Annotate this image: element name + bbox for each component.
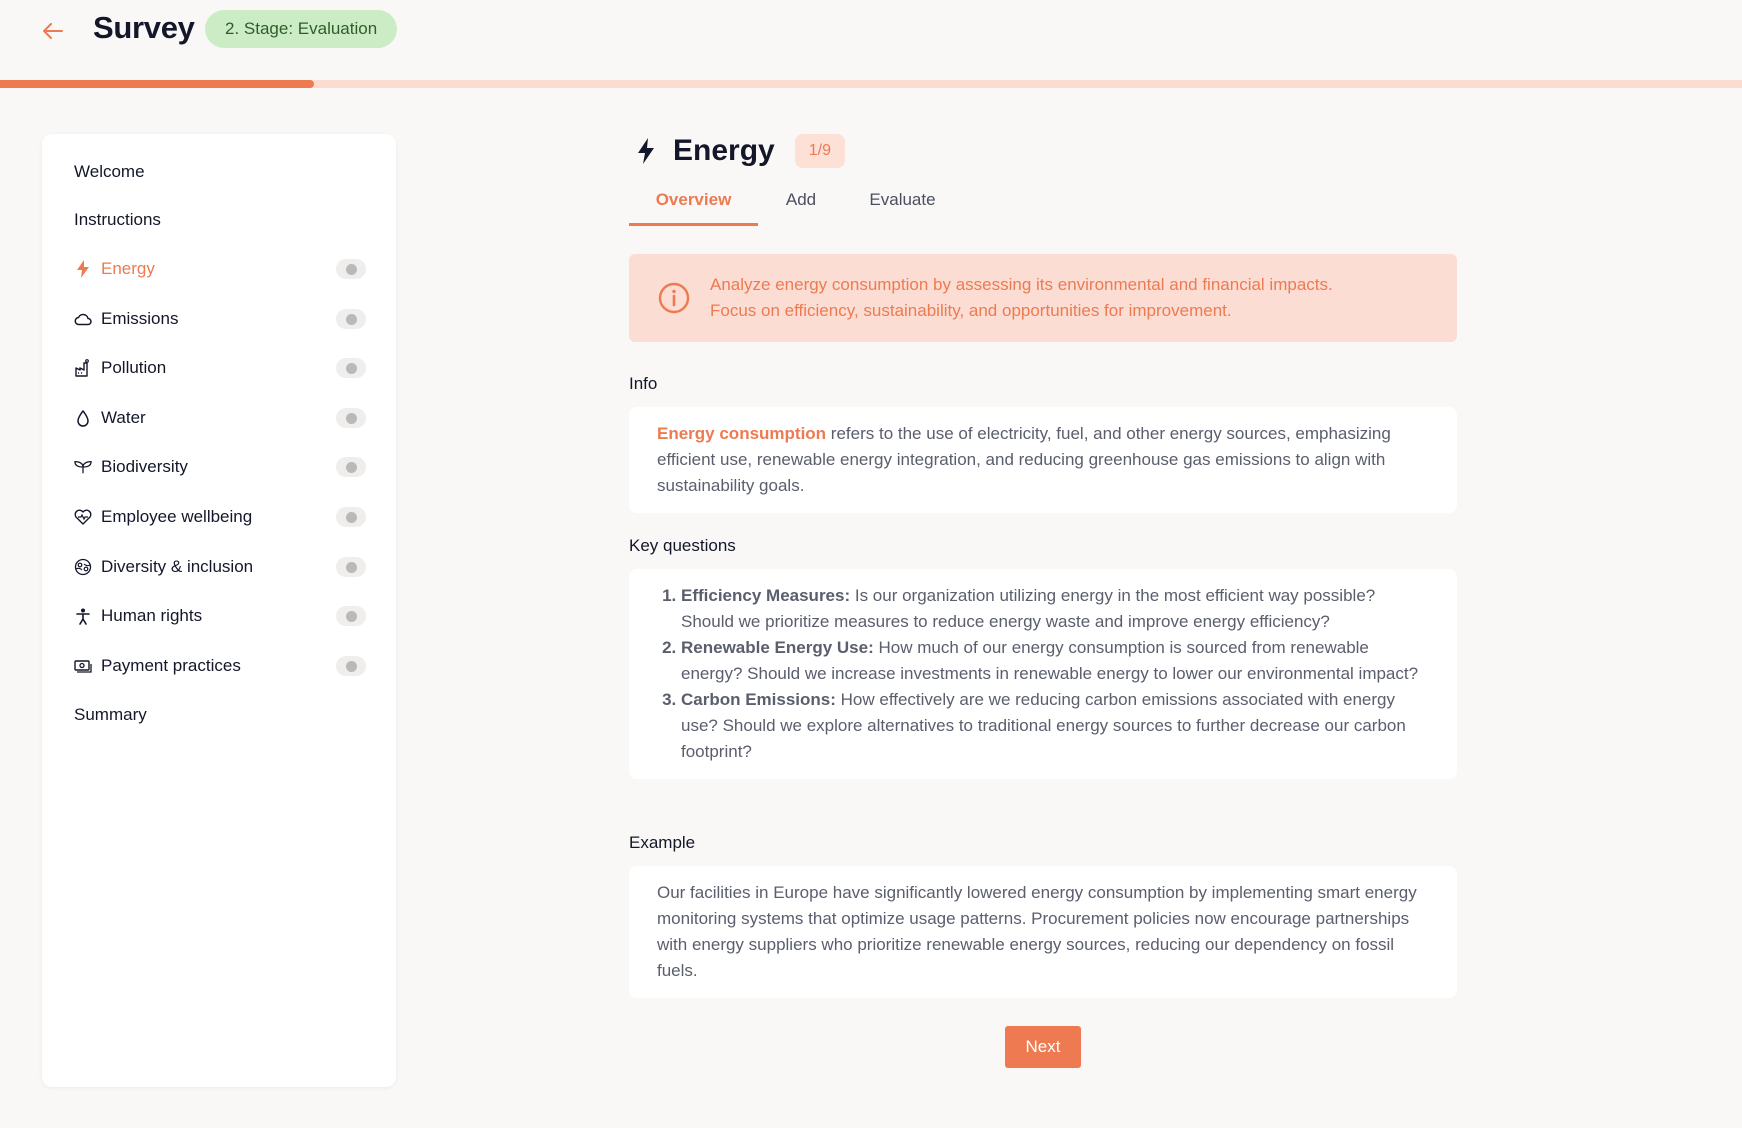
- alert-text: [710, 272, 1333, 324]
- status-indicator: [336, 606, 366, 626]
- tab-bar: [629, 190, 961, 226]
- sidebar-item-label: Energy: [101, 259, 155, 278]
- sidebar-item-label: Pollution: [101, 358, 167, 377]
- sidebar-item-label: Emissions: [101, 309, 179, 328]
- sidebar-item-label: Biodiversity: [101, 457, 188, 476]
- tab-overview[interactable]: Overview: [629, 190, 758, 226]
- question-text: How much of our energy consumption is sourced from renewable energy? Should we increase investments in renewable energy to lower our environmental impact?: [681, 638, 1419, 683]
- status-indicator: [336, 507, 366, 527]
- info-card: [629, 407, 1457, 513]
- question-text: Is our organization utilizing energy in the most efficient way possible? Should we prioritize measures to reduce energy waste and improve energy efficiency?: [681, 586, 1376, 631]
- info-text: refers to the use of electricity, fuel, and other energy sources, emphasizing efficient use, renewable energy integration, and reducing greenhouse gas emissions to align with sustainability goals.: [657, 424, 1391, 495]
- bolt-icon: [74, 260, 92, 278]
- status-indicator: [336, 259, 366, 279]
- arrow-left-icon: [43, 23, 63, 39]
- sidebar-item-label: Summary: [74, 705, 147, 724]
- status-indicator: [336, 557, 366, 577]
- sidebar-item-label: Welcome: [74, 162, 145, 181]
- header: [0, 0, 1742, 80]
- sidebar-item-pollution[interactable]: [74, 350, 366, 386]
- progress-count-badge: 1/9: [795, 134, 845, 168]
- tab-evaluate[interactable]: Evaluate: [869, 190, 936, 209]
- section-header: [629, 130, 845, 172]
- question-title: Efficiency Measures:: [681, 586, 851, 605]
- sidebar-item-label: Employee wellbeing: [101, 507, 253, 526]
- sidebar-item-label: Human rights: [101, 606, 203, 625]
- sidebar-item-employee-wellbeing[interactable]: [74, 499, 366, 535]
- next-button[interactable]: Next: [1005, 1026, 1081, 1068]
- sidebar-item-label: Instructions: [74, 210, 161, 229]
- question-text: How effectively are we reducing carbon emissions associated with energy use? Should we explore alternatives to traditional energy sources to further decrease our carbon footprint?: [681, 690, 1406, 761]
- sidebar-item-biodiversity[interactable]: [74, 449, 366, 485]
- progress-bar: [0, 80, 1742, 88]
- info-highlight: Energy consumption: [657, 424, 827, 443]
- sidebar-item-energy[interactable]: [74, 251, 366, 287]
- people-circle-icon: [74, 558, 92, 576]
- sidebar-item-payment-practices[interactable]: [74, 648, 366, 684]
- progress-bar-fill: [0, 80, 314, 88]
- sidebar-item-welcome[interactable]: [74, 154, 366, 190]
- sidebar-item-label: Water: [101, 408, 146, 427]
- tab-add[interactable]: Add: [785, 190, 817, 209]
- sprout-icon: [74, 458, 92, 476]
- sidebar-item-water[interactable]: [74, 400, 366, 436]
- info-label: Info: [629, 374, 658, 393]
- droplet-icon: [74, 409, 92, 427]
- alert-line: Focus on efficiency, sustainability, and opportunities for improvement.: [710, 301, 1232, 320]
- sidebar-item-emissions[interactable]: [74, 301, 366, 337]
- status-indicator: [336, 309, 366, 329]
- info-icon: [658, 282, 690, 314]
- stage-badge: 2. Stage: Evaluation: [205, 10, 397, 48]
- banknote-icon: [74, 657, 92, 675]
- key-questions-card: [629, 569, 1457, 779]
- key-questions-label: Key questions: [629, 536, 736, 555]
- status-indicator: [336, 358, 366, 378]
- section-title: Energy: [673, 134, 775, 167]
- question-title: Carbon Emissions:: [681, 690, 836, 709]
- person-icon: [74, 607, 92, 625]
- sidebar-item-human-rights[interactable]: [74, 598, 366, 634]
- list-item: [681, 687, 1429, 765]
- info-alert: [629, 254, 1457, 342]
- factory-icon: [74, 359, 92, 377]
- example-card: Our facilities in Europe have significantly lowered energy consumption by implementing smart energy monitoring systems that optimize usage patterns. Procurement policies now encourage partnerships with energy suppliers who prioritize renewable energy sources, reducing our dependency on fossil fuels.: [629, 866, 1457, 998]
- status-indicator: [336, 656, 366, 676]
- example-label: Example: [629, 833, 696, 852]
- cloud-icon: [74, 310, 92, 328]
- bolt-icon: [635, 138, 657, 164]
- sidebar-item-label: Diversity & inclusion: [101, 557, 254, 576]
- app-title: Survey: [93, 10, 195, 45]
- status-indicator: [336, 408, 366, 428]
- alert-line: Analyze energy consumption by assessing its environmental and financial impacts.: [710, 275, 1333, 294]
- back-button[interactable]: [40, 18, 66, 44]
- list-item: [681, 583, 1429, 635]
- question-title: Renewable Energy Use:: [681, 638, 874, 657]
- list-item: [681, 635, 1429, 687]
- key-questions-list: [657, 583, 1429, 765]
- heart-pulse-icon: [74, 508, 92, 526]
- sidebar-item-diversity-inclusion[interactable]: [74, 549, 366, 585]
- sidebar-item-label: Payment practices: [101, 656, 241, 675]
- sidebar-nav: [42, 134, 396, 1087]
- status-indicator: [336, 457, 366, 477]
- sidebar-item-summary[interactable]: [74, 697, 366, 733]
- sidebar-item-instructions[interactable]: [74, 202, 366, 238]
